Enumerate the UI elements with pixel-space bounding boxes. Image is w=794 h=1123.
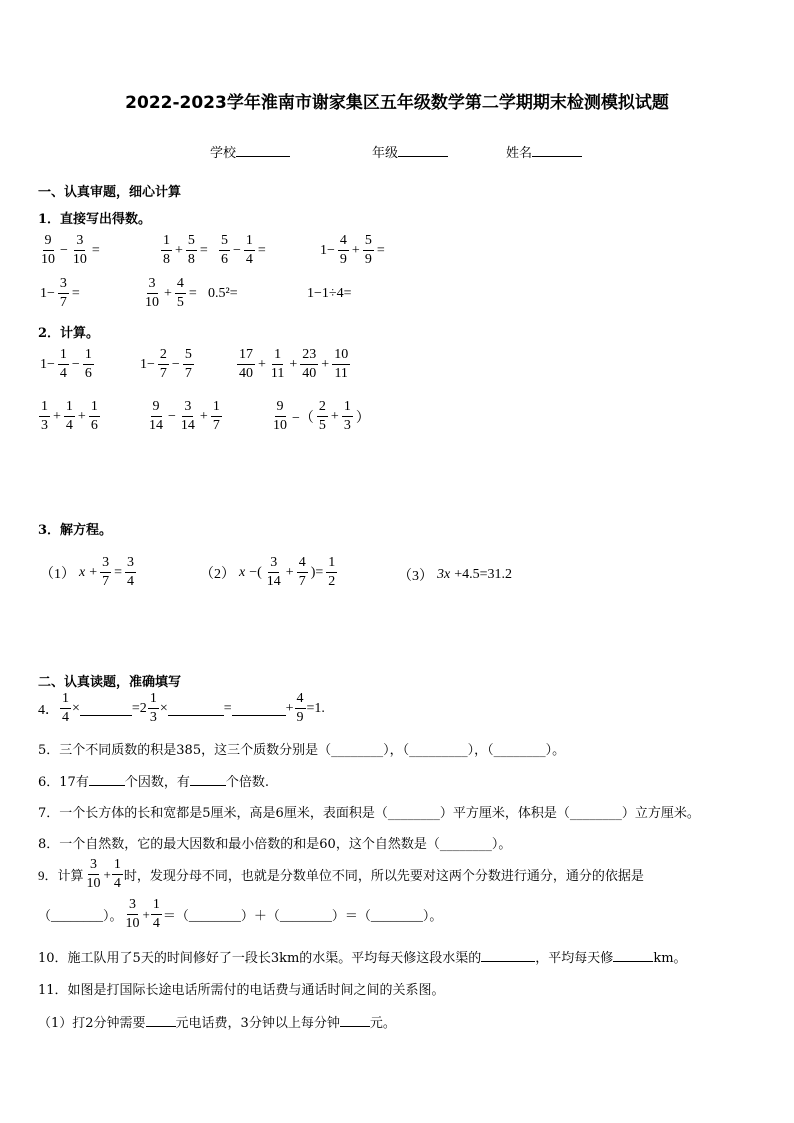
q3-label: 3．解方程。: [38, 523, 113, 538]
fraction: $\frac{3}{10}$: [145, 276, 159, 310]
fraction: $\frac{3}{10}$: [72, 233, 87, 267]
fraction: $\frac{9}{10}$: [41, 233, 55, 267]
fraction: $\frac{3}{10}$: [125, 897, 140, 931]
fraction: $\frac{3}{14}$: [180, 399, 195, 433]
expr-text: =: [114, 564, 123, 580]
fraction: $\frac{1}{7}$: [212, 399, 220, 433]
q10-blank-2[interactable]: [613, 948, 653, 962]
fraction: $\frac{1}{4}$: [245, 233, 253, 267]
expr-text: +: [285, 564, 294, 580]
fraction: $\frac{3}{10}$: [86, 857, 101, 891]
expr-text: +4.5=31.2: [454, 567, 513, 582]
fraction: $\frac{3}{14}$: [266, 555, 281, 589]
question-9-line1: [38, 858, 644, 891]
fraction: $\frac{3}{7}$: [59, 276, 67, 310]
fraction: $\frac{4}{9}$: [339, 233, 347, 267]
q4-text-a: ×: [72, 700, 80, 716]
q3-item-2: [198, 556, 338, 589]
fraction: $\frac{1}{4}$: [59, 347, 67, 381]
q4-blank-3[interactable]: [232, 702, 286, 716]
fraction: $\frac{5}{6}$: [221, 233, 228, 267]
expr-text: （3）: [398, 569, 433, 584]
q2-label: 2．计算。: [38, 326, 100, 341]
fraction: $\frac{5}{7}$: [184, 347, 192, 381]
expr-text: 0.5²=: [208, 286, 238, 301]
name-label: 姓名: [506, 146, 533, 161]
expr-text: +: [53, 408, 61, 424]
expr-text: −: [171, 356, 180, 372]
expr-text: +: [351, 242, 360, 258]
expr-text: +: [89, 564, 98, 580]
fraction: $\frac{1}{4}$: [152, 897, 160, 931]
expr-text: +: [258, 356, 266, 372]
fraction: $\frac{1}{3}$: [41, 399, 48, 433]
page-title: 2022-2023学年淮南市谢家集区五年级数学第二学期期末检测模拟试题: [125, 93, 669, 113]
q4-number: 4．: [38, 702, 59, 718]
q9-text-b: +: [103, 866, 111, 882]
question-8: 8．一个自然数，它的最大因数和最小倍数的和是60，这个自然数是（________）。: [38, 837, 512, 852]
q4-text-d: =: [223, 700, 232, 716]
q6-text-a: 6．17有: [38, 775, 89, 790]
expr-text: （2）: [200, 566, 235, 582]
fraction: $\frac{9}{14}$: [149, 399, 163, 433]
q2-item-2: [138, 348, 195, 381]
expr-text: −: [233, 242, 241, 258]
q10-text-c: km。: [653, 951, 687, 966]
fraction: $\frac{1}{2}$: [328, 555, 336, 589]
q4-text-c: ×: [159, 700, 168, 716]
expr-text: =: [188, 285, 197, 301]
expr-text: −(: [249, 564, 262, 580]
expr-text: x: [239, 564, 246, 580]
q10-text-b: ，平均每天修: [535, 951, 614, 966]
fraction: $\frac{1}{4}$: [62, 691, 69, 725]
expr-text: −: [71, 356, 80, 372]
q10-blank-1[interactable]: [481, 948, 535, 962]
q9-text-c: 时，发现分母不同，也就是分数单位不同，所以先要对这两个分数进行通分，通分的依据是: [123, 868, 644, 883]
expr-text: +: [175, 242, 183, 258]
question-6: [38, 771, 269, 790]
q1-item-1: [38, 234, 102, 267]
expr-text: 1−: [140, 356, 155, 372]
q1-item-3: [218, 234, 268, 267]
q1-item-8: [305, 286, 353, 302]
q4-text-b: =2: [131, 700, 147, 716]
fraction: $\frac{1}{3}$: [149, 691, 157, 725]
fraction: $\frac{1}{4}$: [113, 857, 121, 891]
expr-text: =: [91, 242, 100, 258]
q1-item-2: [160, 234, 210, 267]
fraction: $\frac{2}{7}$: [159, 347, 167, 381]
fraction: $\frac{5}{8}$: [187, 233, 195, 267]
question-5: 5．三个不同质数的积是385，这三个质数分别是（________），（_________），（________）。: [38, 743, 566, 758]
school-label: 学校: [210, 146, 237, 161]
q11-1-blank-1[interactable]: [146, 1013, 176, 1027]
q1-item-6: [142, 277, 199, 310]
q3-item-3: [396, 565, 514, 585]
grade-label: 年级: [372, 146, 399, 161]
fraction: $\frac{10}{11}$: [334, 347, 349, 381]
fraction: $\frac{23}{40}$: [302, 347, 317, 381]
q2-item-4: [38, 400, 101, 433]
q9-text-f: ＝（________）＋（________）＝（________）。: [162, 908, 443, 923]
expr-text: )=: [310, 564, 324, 580]
q11-1-text-b: 元电话费，3分钟以上每分钟: [175, 1016, 340, 1031]
fraction: $\frac{4}{7}$: [298, 555, 306, 589]
fraction: $\frac{3}{7}$: [102, 555, 110, 589]
expr-text: =: [199, 242, 208, 258]
expr-text: 1−: [320, 242, 335, 258]
fraction: $\frac{1}{8}$: [163, 233, 170, 267]
fraction: $\frac{3}{4}$: [127, 555, 135, 589]
q11-1-blank-2[interactable]: [340, 1013, 370, 1027]
fraction: $\frac{4}{9}$: [296, 691, 304, 725]
q11-1-text-c: 元。: [369, 1016, 396, 1031]
grade-field[interactable]: [372, 142, 448, 161]
expr-text: +: [77, 408, 86, 424]
q1-item-5: [38, 277, 82, 310]
fraction: $\frac{1}{11}$: [270, 347, 285, 381]
q6-blank-2[interactable]: [190, 772, 226, 786]
expr-text: 1−1÷4=: [307, 286, 352, 301]
expr-text: +: [330, 408, 339, 424]
q4-text-e: +: [285, 700, 294, 716]
expr-text: +: [164, 285, 172, 301]
q6-text-b: 个因数，有: [124, 775, 190, 790]
fraction: $\frac{17}{40}$: [239, 347, 253, 381]
q1-item-4: [318, 234, 387, 267]
question-9-line2: [38, 898, 442, 931]
expr-text: 1−: [40, 285, 55, 301]
q3-item-1: [38, 556, 137, 589]
q4-blank-2[interactable]: [168, 702, 224, 716]
question-11: 11．如图是打国际长途电话所需付的电话费与通话时间之间的关系图。: [38, 983, 445, 998]
expr-text: （1）: [40, 566, 75, 582]
expr-text: 1−: [40, 356, 55, 372]
q2-item-6: [270, 400, 372, 433]
expr-text: ）: [355, 410, 370, 426]
q9-text-d: （________）。: [38, 908, 123, 923]
q4-blank-1[interactable]: [80, 702, 132, 716]
fraction: $\frac{9}{10}$: [273, 399, 287, 433]
name-field[interactable]: [506, 142, 582, 161]
expr-text: +: [321, 356, 330, 372]
school-field[interactable]: [210, 142, 290, 161]
q6-text-c: 个倍数.: [225, 775, 269, 790]
question-4: [38, 692, 325, 725]
fraction: $\frac{1}{3}$: [343, 399, 351, 433]
q1-label: 1．直接写出得数。: [38, 212, 152, 227]
q10-text-a: 10．施工队用了5天的时间修好了一段长3km的水渠。平均每天修这段水渠的: [38, 951, 482, 966]
expr-text: −: [168, 408, 176, 424]
q9-text-e: +: [142, 906, 150, 922]
question-7: 7．一个长方体的长和宽都是5厘米，高是6厘米，表面积是（________）平方厘米，体积是（________）立方厘米。: [38, 806, 700, 821]
fraction: $\frac{4}{5}$: [176, 276, 184, 310]
q2-item-3: [236, 348, 351, 381]
q6-blank-1[interactable]: [89, 772, 125, 786]
expr-text: +: [289, 356, 298, 372]
fraction: $\frac{1}{4}$: [65, 399, 73, 433]
expr-text: =: [376, 242, 385, 258]
question-11-1: [38, 1012, 396, 1031]
expr-text: x: [79, 564, 86, 580]
q9-text-a: 9．计算: [38, 868, 84, 883]
expr-text: =: [71, 285, 80, 301]
expr-text: +: [199, 408, 208, 424]
expr-text: −（: [292, 410, 314, 426]
expr-text: =: [257, 242, 266, 258]
section1-heading: 一、认真审题，细心计算: [38, 185, 182, 200]
q4-text-f: =1.: [306, 700, 325, 716]
q1-item-7: [206, 286, 240, 302]
fraction: $\frac{2}{5}$: [318, 399, 326, 433]
expr-text: 3x: [437, 567, 451, 582]
fraction: $\frac{1}{6}$: [90, 399, 98, 433]
q2-item-1: [38, 348, 95, 381]
q2-item-5: [146, 400, 223, 433]
fraction: $\frac{5}{9}$: [364, 233, 372, 267]
question-10: [38, 947, 687, 966]
q11-1-text-a: （1）打2分钟需要: [38, 1016, 146, 1031]
section2-heading: 二、认真读题，准确填写: [38, 675, 182, 690]
expr-text: −: [60, 242, 68, 258]
fraction: $\frac{1}{6}$: [84, 347, 92, 381]
